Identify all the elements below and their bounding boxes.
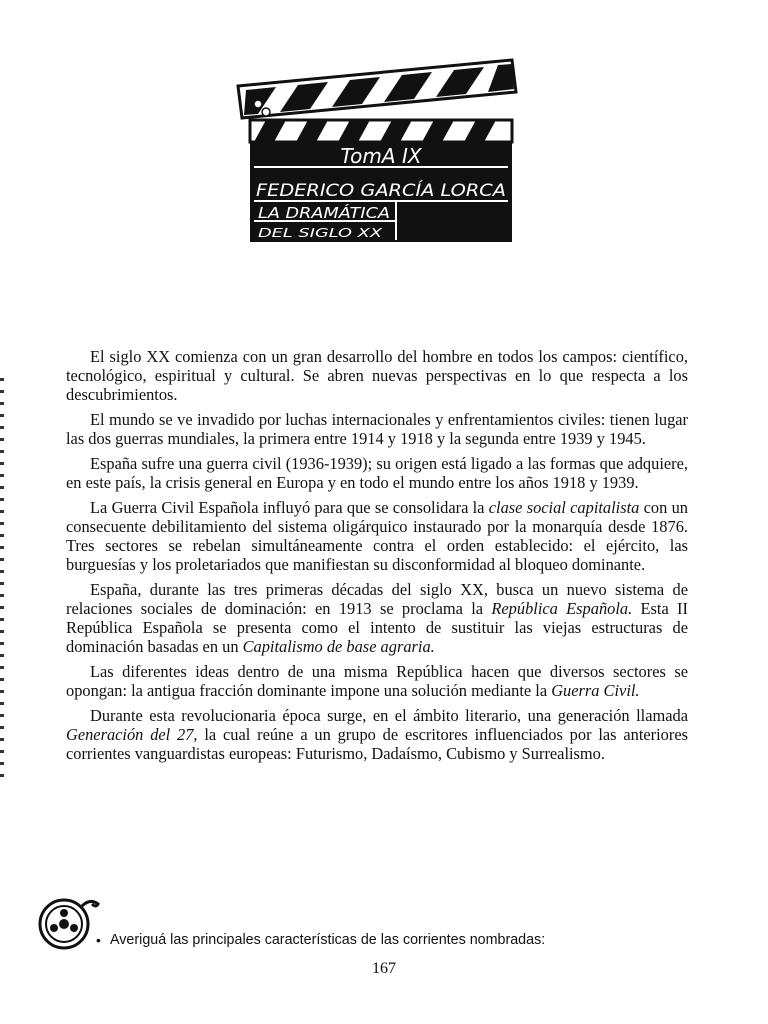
clapper-arm [238, 60, 516, 118]
text-run: España, durante las tres primeras décadas del siglo XX, busca un nuevo sistema de relaciones sociales de dominación: en 1913 se proclama la [66, 580, 688, 618]
paragraph [66, 454, 688, 492]
italic-term: clase social capitalista [488, 498, 640, 517]
scan-margin-mark [0, 378, 4, 778]
clapper-topic-label: LA DRAMÁTICA [258, 204, 371, 222]
text-run: El mundo se ve invadido por luchas internacionales y enfrentamientos civiles: tienen lugar las dos guerras mundiales, la primera entre 1914 y 1918 y la segunda entre 1939 y 1945. [66, 410, 688, 448]
text-run: España sufre una guerra civil (1936-1939); su origen está ligado a las formas que adquiere, en este país, la crisis general en Europa y en todo el mundo entre los años 1918 y 1939. [66, 454, 688, 492]
text-run: Esta II República Española se presenta como el intento de sustituir las viejas estructuras de dominación basadas en un [66, 599, 688, 656]
italic-term: Guerra Civil. [551, 681, 640, 700]
exercise-bullet: • [96, 932, 101, 948]
paragraph [66, 347, 688, 404]
italic-term: República Española. [491, 599, 633, 618]
body-text [66, 347, 688, 769]
italic-term: Generación del 27, [66, 725, 198, 744]
paragraph [66, 662, 688, 700]
clapper-author-label: FEDERICO GARCÍA LORCA [256, 181, 477, 201]
paragraph [66, 410, 688, 448]
clapper-century-label: DEL SIGLO XX [258, 226, 384, 240]
italic-term: Capitalismo de base agraria. [242, 637, 435, 656]
text-run: El siglo XX comienza con un gran desarrollo del hombre en todos los campos: científico, tecnológico, espiritual y cultural. Se abren nuevas perspectivas en lo que respecta a los descubrimientos. [66, 347, 688, 404]
page-number: 167 [372, 960, 396, 977]
paragraph [66, 706, 688, 763]
exercise-block [38, 892, 738, 952]
text-run: Durante esta revolucionaria época surge, en el ámbito literario, una generación llamada [90, 706, 688, 725]
exercise-question: Averiguá las principales características de las corrientes nombradas: [110, 932, 546, 948]
paragraph [66, 580, 688, 656]
paragraph [66, 498, 688, 574]
clapperboard-illustration [236, 56, 520, 246]
film-reel-icon [38, 892, 100, 952]
text-run: La Guerra Civil Española influyó para que se consolidara la [90, 498, 489, 517]
text-run: la cual reúne a un grupo de escritores influenciados por las anteriores corrientes vanguardistas europeas: Futurismo, Dadaísmo, Cubismo y Surrealismo. [66, 725, 688, 763]
text-run: Las diferentes ideas dentro de una misma República hacen que diversos sectores se opongan: la antigua fracción dominante impone una solución mediante la [66, 662, 688, 700]
text-run: con un consecuente debilitamiento del sistema oligárquico instaurado por la monarquía desde 1876. Tres sectores se rebelan simultáneamente contra el orden establecido: el ejército, las burguesías y los proletariados que manifiestan su disconformidad al bloqueo dominante. [66, 498, 688, 574]
clapper-take-label: TomA IX [340, 144, 422, 168]
